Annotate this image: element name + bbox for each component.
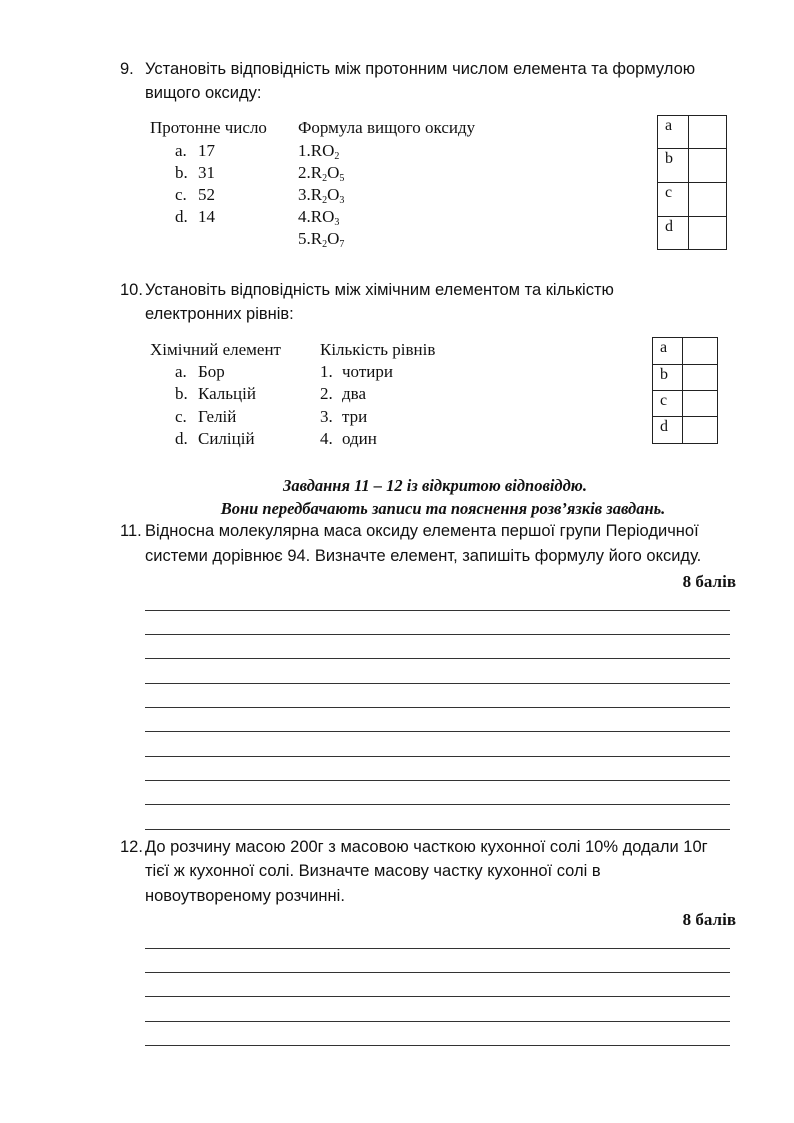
q11-points: 8 балів [682, 572, 736, 591]
q9-row-b-letter: b. [175, 163, 188, 182]
q12-text-line2: тієї ж кухонної солі. Визначте масову частку кухонної солі в [145, 862, 601, 880]
q10-row-c-value: Гелій [198, 407, 237, 426]
q9-option-2: $2.R_2O_5$ [298, 163, 345, 184]
q10-grid-cell-b[interactable] [683, 365, 718, 391]
q10-col2-header: Кількість рівнів [320, 340, 436, 359]
q10-row-d-value: Силіцій [198, 429, 255, 448]
q12-answer-line[interactable] [145, 1021, 730, 1022]
q9-row-b-value: 31 [198, 163, 215, 182]
q10-row-a-letter: a. [175, 362, 187, 381]
q10-grid-label-a: a [653, 338, 683, 365]
q9-grid-cell-d[interactable] [689, 217, 727, 250]
q12-points: 8 балів [682, 910, 736, 929]
q9-option-3: $3.R_2O_3$ [298, 185, 345, 206]
q9-row-a-letter: a. [175, 141, 187, 160]
q10-text-line1: Установіть відповідність між хімічним елементом та кількістю [145, 281, 614, 299]
q10-row-a-value: Бор [198, 362, 225, 381]
q10-row-d-letter: d. [175, 429, 188, 448]
q9-text-line2: вищого оксиду: [145, 84, 262, 102]
q9-row-d-value: 14 [198, 207, 215, 226]
q9-grid-cell-c[interactable] [689, 183, 727, 217]
q11-answer-line[interactable] [145, 731, 730, 732]
q9-option-1: $1.RO_2$ [298, 141, 340, 162]
q9-option-5: $5.R_2O_7$ [298, 229, 345, 250]
q11-text-line2: системи дорівнює 94. Визначте елемент, запишіть формулу його оксиду. [145, 547, 702, 565]
q12-answer-line[interactable] [145, 948, 730, 949]
q9-grid-label-d: d [658, 217, 689, 250]
q10-option-3-num: 3. [320, 407, 333, 426]
q10-grid-cell-c[interactable] [683, 391, 718, 417]
q9-row-c-letter: c. [175, 185, 187, 204]
q10-row-c-letter: c. [175, 407, 187, 426]
q11-answer-line[interactable] [145, 634, 730, 635]
q12-answer-line[interactable] [145, 972, 730, 973]
q10-number: 10. [120, 281, 143, 299]
q9-option-4: $4.RO_3$ [298, 207, 340, 228]
q9-col2-header: Формула вищого оксиду [298, 118, 476, 137]
q10-text-line2: електронних рівнів: [145, 305, 294, 323]
q10-grid-cell-a[interactable] [683, 338, 718, 365]
q9-number: 9. [120, 60, 134, 78]
q10-option-2-value: два [342, 384, 366, 403]
q11-number: 11. [120, 522, 142, 540]
q11-answer-line[interactable] [145, 780, 730, 781]
q10-option-2-num: 2. [320, 384, 333, 403]
q9-grid-cell-a[interactable] [689, 116, 727, 149]
q10-grid-label-b: b [653, 365, 683, 391]
q10-option-3-value: три [342, 407, 368, 426]
q10-option-1-num: 1. [320, 362, 333, 381]
q11-answer-line[interactable] [145, 756, 730, 757]
q10-answer-grid [652, 337, 718, 444]
q12-text-line3: новоутвореному розчинні. [145, 887, 345, 905]
q10-grid-label-c: c [653, 391, 683, 417]
q9-row-a-value: 17 [198, 141, 215, 160]
q12-number: 12. [120, 838, 143, 856]
q10-row-b-value: Кальцій [198, 384, 256, 403]
q11-answer-line[interactable] [145, 610, 730, 611]
section-heading-line2: Вони передбачають записи та пояснення розв’язків завдань. [220, 499, 666, 518]
q9-row-d-letter: d. [175, 207, 188, 226]
q11-answer-line[interactable] [145, 829, 730, 830]
q9-grid-label-c: c [658, 183, 689, 217]
q9-grid-label-b: b [658, 149, 689, 183]
q12-text-line1: До розчину масою 200г з масовою часткою кухонної солі 10% додали 10г [145, 838, 708, 856]
q10-option-1-value: чотири [342, 362, 393, 381]
q10-option-4-value: один [342, 429, 377, 448]
q9-text-line1: Установіть відповідність між протонним числом елемента та формулою [145, 60, 696, 78]
q9-grid-cell-b[interactable] [689, 149, 727, 183]
q9-answer-grid [657, 115, 727, 250]
q10-grid-label-d: d [653, 417, 683, 444]
q10-row-b-letter: b. [175, 384, 188, 403]
q11-answer-line[interactable] [145, 683, 730, 684]
q11-text-line1: Відносна молекулярна маса оксиду елемента першої групи Періодичної [145, 522, 699, 540]
q9-row-c-value: 52 [198, 185, 215, 204]
q10-grid-cell-d[interactable] [683, 417, 718, 444]
q12-answer-line[interactable] [145, 1045, 730, 1046]
q9-grid-label-a: a [658, 116, 689, 149]
q11-answer-line[interactable] [145, 804, 730, 805]
q10-option-4-num: 4. [320, 429, 333, 448]
q12-answer-line[interactable] [145, 996, 730, 997]
section-heading-line1: Завдання 11 – 12 із відкритою відповіддю. [283, 476, 587, 495]
q10-col1-header: Хімічний елемент [150, 340, 281, 359]
q11-answer-line[interactable] [145, 658, 730, 659]
q11-answer-line[interactable] [145, 707, 730, 708]
q9-col1-header: Протонне число [150, 118, 267, 137]
